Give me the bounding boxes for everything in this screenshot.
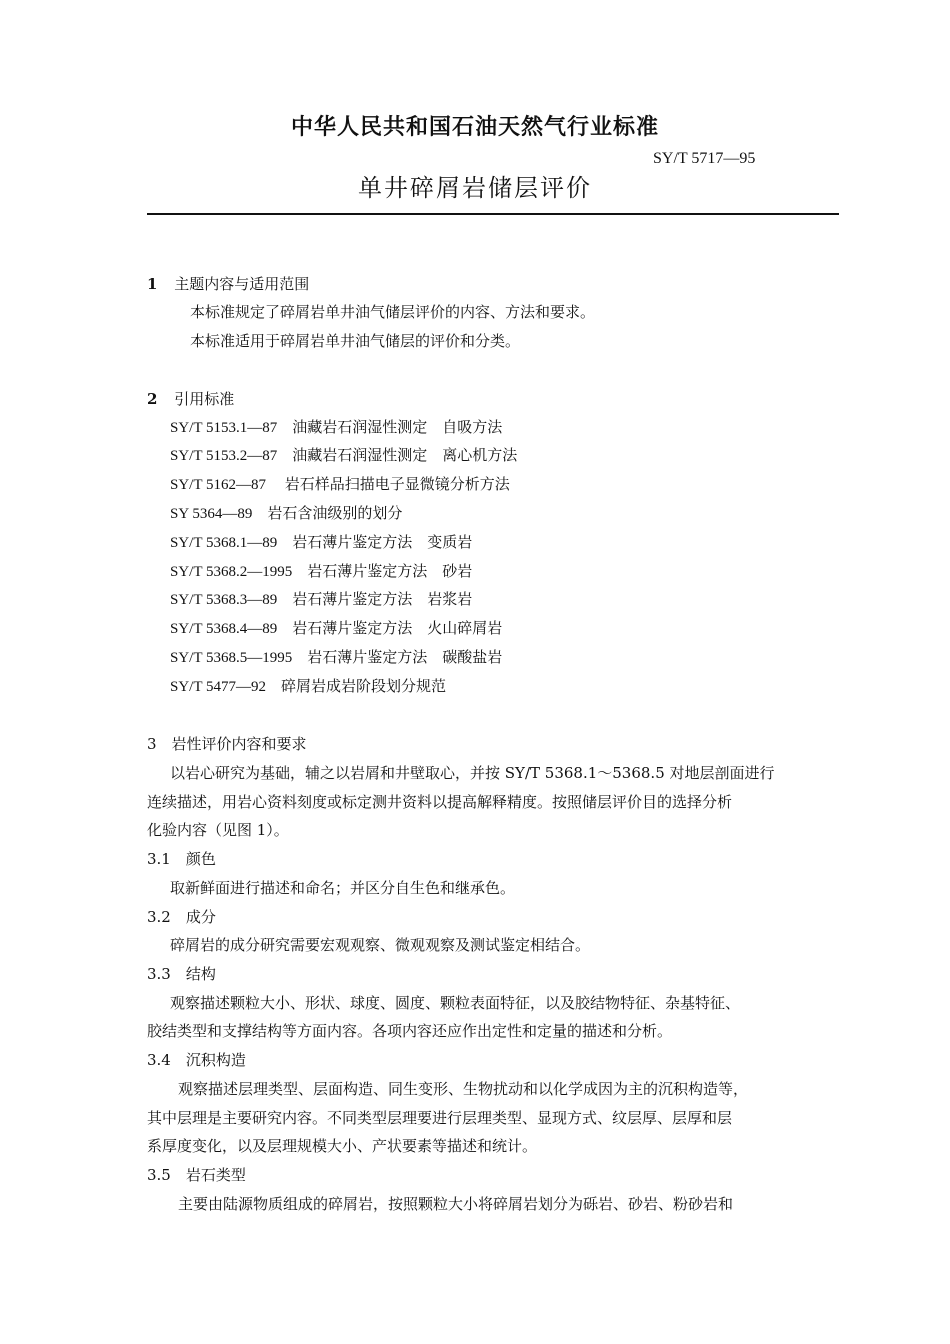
reference-item: SY/T 5368.3—89 岩石薄片鉴定方法 岩浆岩 [170,592,473,608]
paragraph-line: 胶结类型和支撑结构等方面内容。各项内容还应作出定性和定量的描述和分析。 [147,1022,673,1040]
paragraph-line: 化验内容（见图 1）。 [147,821,289,839]
paragraph-line: 观察描述层理类型、层面构造、同生变形、生物扰动和以化学成因为主的沉积构造等， [178,1080,749,1098]
section-3-heading: 3 岩性评价内容和要求 [147,735,307,753]
reference-item: SY/T 5368.2—1995 岩石薄片鉴定方法 砂岩 [170,564,473,580]
standard-code: SY/T 5717—95 [653,150,756,167]
paragraph-line: 观察描述颗粒大小、形状、球度、圆度、颗粒表面特征，以及胶结物特征、杂基特征、 [170,994,741,1012]
section-title: 引用标准 [174,390,235,408]
paragraph-line: 主要由陆源物质组成的碎屑岩，按照颗粒大小将碎屑岩划分为砾岩、砂岩、粉砂岩和 [178,1195,734,1213]
section-title: 主题内容与适用范围 [174,275,310,293]
standard-category-title: 中华人民共和国石油天然气行业标准 [290,115,659,140]
reference-item: SY/T 5368.4—89 岩石薄片鉴定方法 火山碎屑岩 [170,621,503,637]
paragraph-line: 系厚度变化，以及层理规模大小、产状要素等描述和统计。 [147,1137,538,1155]
subsection-3-2-heading: 3.2 成分 [147,908,216,926]
paragraph: 本标准适用于碎屑岩单井油气储层的评价和分类。 [190,332,521,350]
subsection-3-5-heading: 3.5 岩石类型 [147,1166,246,1184]
reference-item: SY 5364—89 岩石含油级别的划分 [170,506,403,522]
section-1-heading [147,274,309,294]
section-number: 2 [147,390,158,408]
section-2-heading [147,389,234,409]
reference-item: SY/T 5368.5—1995 岩石薄片鉴定方法 碳酸盐岩 [170,650,503,666]
subsection-3-4-heading: 3.4 沉积构造 [147,1051,246,1069]
subsection-3-3-heading: 3.3 结构 [147,965,216,983]
paragraph-line: 其中层理是主要研究内容。不同类型层理要进行层理类型、显现方式、纹层厚、层厚和层 [147,1109,733,1127]
paragraph: 本标准规定了碎屑岩单井油气储层评价的内容、方法和要求。 [190,303,596,321]
paragraph-line: 碎屑岩的成分研究需要宏观观察、微观观察及测试鉴定相结合。 [170,936,591,954]
paragraph-line: 取新鲜面进行描述和命名；并区分自生色和继承色。 [170,879,516,897]
section-number: 1 [147,275,158,293]
paragraph-line: 以岩心研究为基础，辅之以岩屑和井壁取心，并按 SY/T 5368.1～5368.5 对地层剖面进行 [170,764,775,782]
paragraph-line: 连续描述，用岩心资料刻度或标定测井资料以提高解释精度。按照储层评价目的选择分析 [147,793,733,811]
reference-item: SY/T 5368.1—89 岩石薄片鉴定方法 变质岩 [170,535,473,551]
reference-item: SY/T 5477—92 碎屑岩成岩阶段划分规范 [170,679,446,695]
reference-item: SY/T 5153.2—87 油藏岩石润湿性测定 离心机方法 [170,448,518,464]
title-rule [147,213,839,215]
document-title: 单井碎屑岩储层评价 [358,174,592,202]
reference-item: SY/T 5162—87 岩石样品扫描电子显微镜分析方法 [170,477,510,493]
subsection-3-1-heading: 3.1 颜色 [147,850,216,868]
reference-item: SY/T 5153.1—87 油藏岩石润湿性测定 自吸方法 [170,420,503,436]
